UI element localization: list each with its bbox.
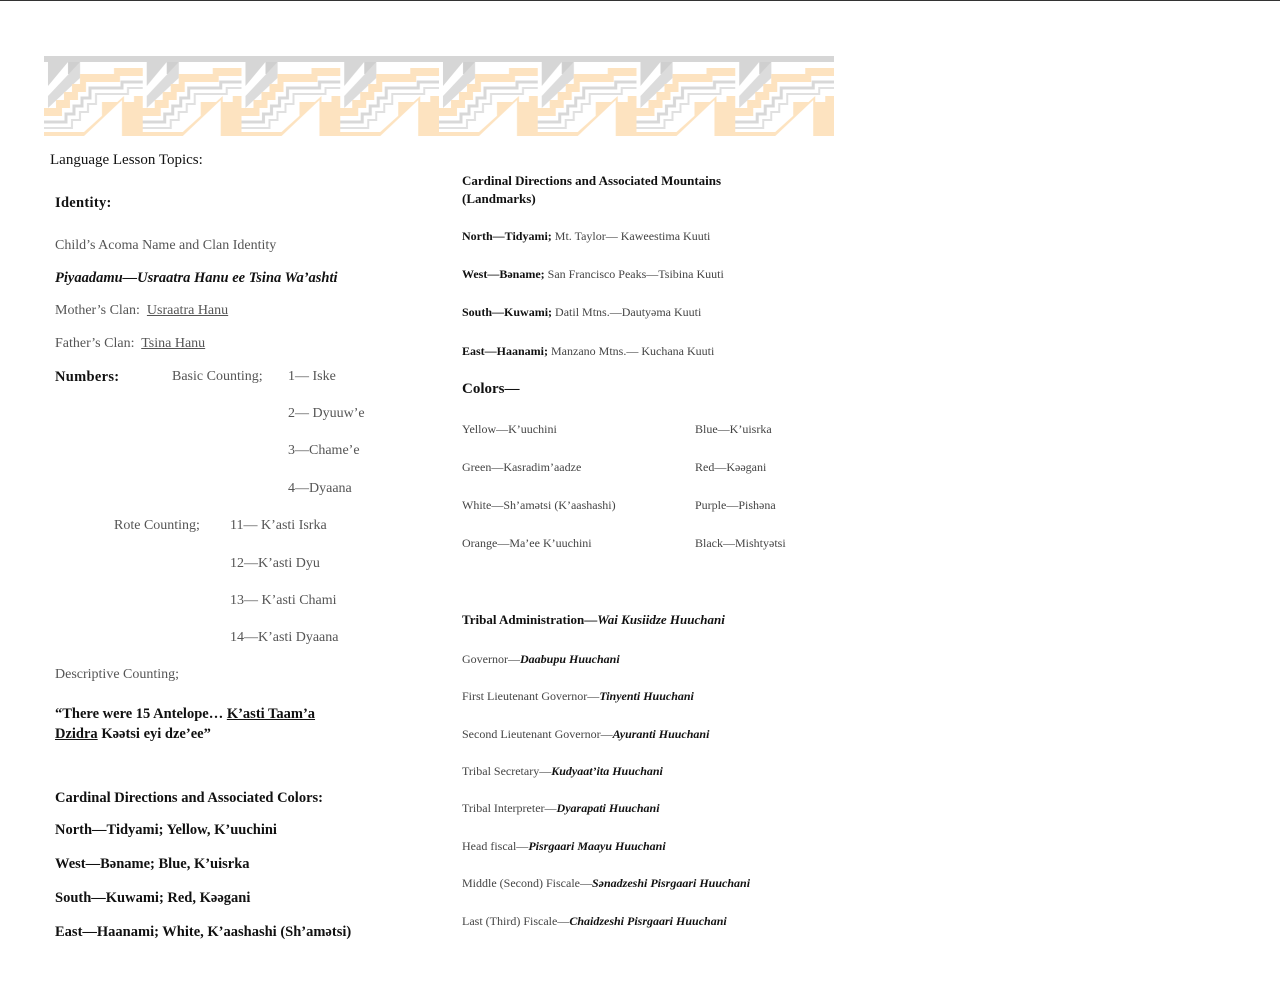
role-term: Pisrgaari Maayu Huuchani — [528, 839, 666, 853]
basic-count-item: 1— Iske — [288, 369, 336, 384]
mountain-item — [462, 305, 701, 320]
rote-count-item: 11— K’asti Isrka — [230, 518, 327, 533]
direction-label: East—Haanami; — [462, 344, 549, 358]
mountain-text: Manzano Mtns.— Kuchana Kuuti — [548, 344, 715, 358]
color-item: Red—Kəəgani — [695, 460, 767, 474]
role-term: Dyarapati Huuchani — [556, 801, 660, 815]
cardinal-color-item: West—Bəname; Blue, K’uisrka — [55, 856, 250, 872]
direction-label: South—Kuwami; — [462, 305, 553, 319]
role-term: Kudyaat’ita Huuchani — [551, 764, 663, 778]
fathers-clan-label: Father’s Clan: — [55, 336, 135, 351]
mountains-heading — [462, 172, 721, 208]
mountain-item — [462, 267, 724, 282]
tribal-role-item — [462, 914, 727, 929]
mountain-text: San Francisco Peaks—Tsibina Kuuti — [544, 267, 724, 281]
color-item: Green—Kasradim’aadze — [462, 460, 582, 474]
tribal-role-item — [462, 727, 709, 742]
role-term: Sənadzeshi Pisrgaari Huuchani — [591, 876, 751, 890]
quote-acoma-underlined: Dzidra — [55, 726, 98, 742]
basic-count-item: 3—Chame’e — [288, 443, 360, 458]
tribal-role-item — [462, 764, 663, 779]
rote-counting-label: Rote Counting; — [114, 518, 200, 533]
role-label: Tribal Interpreter— — [462, 801, 557, 815]
role-label: Governor— — [462, 652, 520, 666]
mountain-item — [462, 229, 710, 244]
role-term: Daabupu Huuchani — [519, 652, 620, 666]
page-top-border — [0, 0, 1280, 1]
cardinal-color-item: North—Tidyami; Yellow, K’uuchini — [55, 822, 277, 838]
mountain-text: Mt. Taylor— Kaweestima Kuuti — [551, 229, 711, 243]
mothers-clan-label: Mother’s Clan: — [55, 303, 140, 318]
mountain-text: Datil Mtns.—Dautyəma Kuuti — [552, 305, 702, 319]
tribal-admin-heading — [462, 612, 725, 628]
direction-label: North—Tidyami; — [462, 229, 552, 243]
basic-count-item: 2— Dyuuw’e — [288, 406, 365, 421]
stepped-pattern-icon — [44, 56, 834, 136]
color-item: Black—Mishtyətsi — [695, 536, 786, 550]
identity-heading: Identity: — [55, 195, 112, 211]
mountains-heading-line: (Landmarks) — [462, 191, 536, 206]
direction-label: West—Bəname; — [462, 267, 545, 281]
mountains-heading-line: Cardinal Directions and Associated Mountains — [462, 173, 722, 188]
descriptive-counting-label: Descriptive Counting; — [55, 667, 180, 682]
colors-heading: Colors— — [462, 381, 520, 397]
role-label: Head fiscal— — [462, 839, 529, 853]
quote-text: “There were 15 Antelope… — [55, 706, 227, 722]
identity-description: Child’s Acoma Name and Clan Identity — [55, 238, 277, 253]
color-item: Blue—K’uisrka — [695, 422, 772, 436]
rote-count-item: 14—K’asti Dyaana — [230, 630, 339, 645]
rote-count-item: 13— K’asti Chami — [230, 593, 337, 608]
role-label: Last (Third) Fiscale— — [462, 914, 570, 928]
numbers-heading: Numbers: — [55, 369, 120, 385]
color-item: White—Sh’amətsi (K’aashashi) — [462, 498, 616, 512]
tribal-heading-text: Tribal Administration— — [462, 612, 598, 627]
cardinal-colors-heading: Cardinal Directions and Associated Colors: — [55, 790, 323, 806]
rote-count-item: 12—K’asti Dyu — [230, 556, 320, 571]
basic-counting-label: Basic Counting; — [172, 369, 263, 384]
acoma-name-line: Piyaadamu—Usraatra Hanu ee Tsina Wa’ashti — [55, 270, 338, 286]
role-term: Tinyenti Huuchani — [599, 689, 694, 703]
decorative-banner — [44, 56, 834, 136]
mothers-clan-row — [55, 303, 228, 319]
role-label: Tribal Secretary— — [462, 764, 552, 778]
role-term: Chaidzeshi Pisrgaari Huuchani — [569, 914, 727, 928]
cardinal-color-item: South—Kuwami; Red, Kəəgani — [55, 890, 251, 906]
tribal-role-item — [462, 876, 750, 891]
role-label: First Lieutenant Governor— — [462, 689, 600, 703]
fathers-clan-value: Tsina Hanu — [141, 336, 206, 351]
mountain-item — [462, 344, 714, 359]
page-title: Language Lesson Topics: — [50, 152, 203, 168]
quote-acoma-underlined: K’asti Taam’a — [226, 706, 316, 722]
role-label: Second Lieutenant Governor— — [462, 727, 613, 741]
role-label: Middle (Second) Fiscale— — [462, 876, 592, 890]
quote-text: Kəətsi eyi dze’ee” — [97, 726, 211, 742]
color-item: Yellow—K’uuchini — [462, 422, 557, 436]
tribal-role-item — [462, 801, 660, 816]
role-term: Ayuranti Huuchani — [612, 727, 710, 741]
tribal-role-item — [462, 652, 620, 667]
color-item: Purple—Pishəna — [695, 498, 776, 512]
mothers-clan-value: Usraatra Hanu — [146, 303, 229, 318]
tribal-role-item — [462, 839, 666, 854]
cardinal-color-item: East—Haanami; White, K’aashashi (Sh’amətsi) — [55, 924, 352, 940]
fathers-clan-row — [55, 336, 205, 352]
color-item: Orange—Ma’ee K’uuchini — [462, 536, 592, 550]
tribal-role-item — [462, 689, 694, 704]
basic-count-item: 4—Dyaana — [288, 481, 352, 496]
antelope-quote — [55, 704, 315, 744]
tribal-heading-term: Wai Kusiidze Huuchani — [597, 612, 725, 627]
